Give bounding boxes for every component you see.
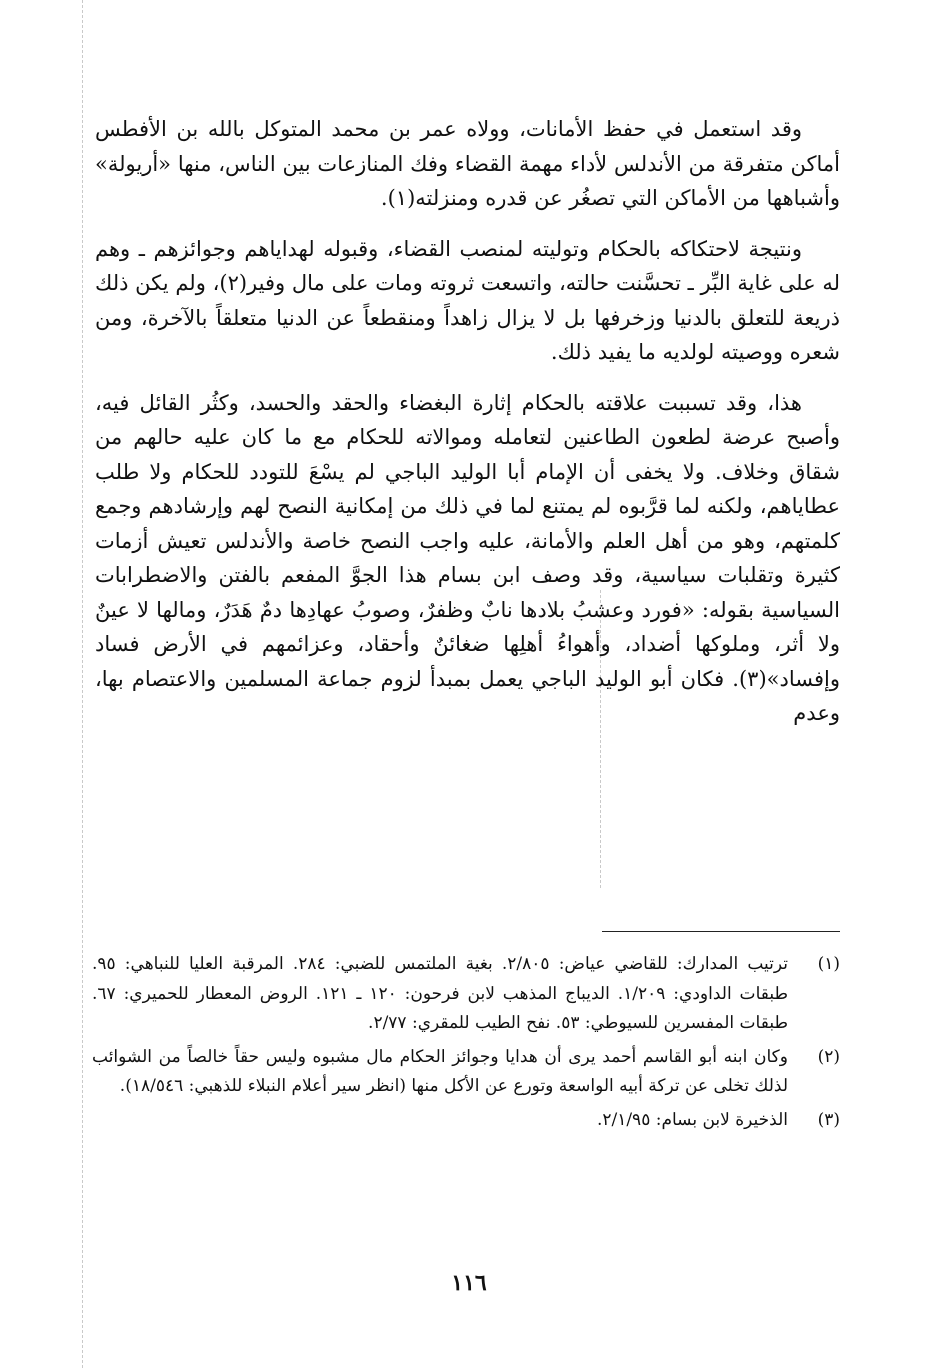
scan-margin-mark [82, 0, 83, 1368]
page-number: ١١٦ [451, 1270, 487, 1296]
footnote-number: (١) [817, 954, 840, 974]
main-text [95, 112, 840, 747]
footnote-number: (٢) [817, 1046, 840, 1067]
footnote [92, 1106, 840, 1136]
footnote-text: وكان ابنه أبو القاسم أحمد يرى أن هدايا وجوائز الحكام مال مشبوه وليس حقاً خالصاً من الشوائب لذلك تخلى عن تركة أبيه الواسعة وتورع عن الأكل منها (انظر سير أعلام النبلاء للذهبي: ١٨/٥٤٦). [92, 1046, 788, 1096]
footnote-separator [602, 931, 840, 932]
footnote [92, 1043, 840, 1102]
footnote-number: (٣) [817, 1109, 840, 1130]
footnote-text: ترتيب المدارك: للقاضي عياض: ٢/٨٠٥. بغية الملتمس للضبي: ٢٨٤. المرقبة العليا للنباهي: ٩٥. طبقات الداودي: ١/٢٠٩. الديباج المذهب لابن فرحون: ١٢٠ ـ ١٢١. الروض المعطار للحميري: ٦٧. طبقات المفسرين للسيوطي: ٥٣. نفح الطيب للمقري: ٢/٧٧. [92, 954, 789, 1033]
paragraph: ونتيجة لاحتكاكه بالحكام وتوليته لمنصب القضاء، وقبوله لهداياهم وجوائزهم ـ وهم له على غاية البِّر ـ تحسَّنت حالته، واتسعت ثروته ومات على مال وفير(٢)، ولم يكن ذلك ذريعة للتعلق بالدنيا وزخرفها بل لا يزال زاهداً ومنقطعاً عن الدنيا متعلقاً بالآخرة، ومن شعره ووصيته لولديه ما يفيد ذلك. [95, 236, 841, 364]
footnotes [92, 950, 840, 1139]
paragraph: هذا، وقد تسببت علاقته بالحكام إثارة البغضاء والحقد والحسد، وكثُر القائل فيه، وأصبح عرضة لطعون الطاعنين لتعامله وموالاته للحكام مع ما كان عليه حالهم من شقاق وخلاف. ولا يخفى أن الإمام أبا الوليد الباجي لم يسْعَ للتودد للحكام ولا طلب عطاياهم، ولكنه لما قرَّبوه لم يمتنع لما في ذلك من إمكانية النصح لهم وإرشادهم وجمع كلمتهم، وهو من أهل العلم والأمانة، عليه واجب النصح خاصة والأندلس تعيش أزمات كثيرة وتقلبات سياسية، وقد وصف ابن بسام هذا الجوَّ المفعم بالفتن والاضطرابات السياسية بقوله: «فورد وعشبُ بلادها نابٌ وظفرٌ، وصوبُ عهادِها دمٌ هَدَرٌ، ومالها لا عينٌ ولا أثر، وملوكها أضداد، وأهواءُ أهلِها ضغائنٌ وأحقاد، وعزائمهم في الأرض فساد وإفساد»(٣). فكان أبو الوليد الباجي يعمل بمبدأ لزوم جماعة المسلمين والاعتصام بها، وعدم [95, 390, 840, 725]
paragraph: وقد استعمل في حفظ الأمانات، وولاه عمر بن محمد المتوكل بالله بن الأفطس أماكن متفرقة من الأندلس لأداء مهمة القضاء وفك المنازعات بين الناس، منها «أريولة» وأشباهها من الأماكن التي تصغُر عن قدره ومنزلته(١). [95, 117, 840, 210]
footnote-text: الذخيرة لابن بسام: ٢/١/٩٥. [596, 1109, 788, 1130]
footnote [92, 950, 840, 1039]
